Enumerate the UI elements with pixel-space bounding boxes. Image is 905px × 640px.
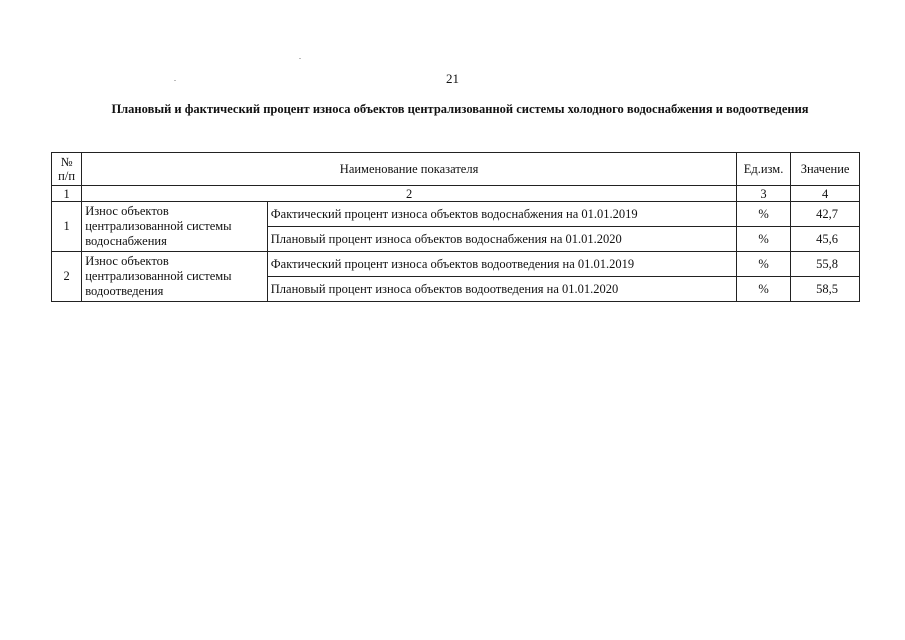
value-cell: 58,5 — [791, 277, 860, 302]
unit-cell: % — [736, 227, 790, 252]
header-value: Значение — [791, 153, 860, 186]
indicator-name: Плановый процент износа объектов водоснабжения на 01.01.2020 — [267, 227, 736, 252]
table-row — [52, 252, 860, 277]
header-unit: Ед.изм. — [736, 153, 790, 186]
column-index-row — [52, 186, 860, 202]
unit-cell: % — [736, 277, 790, 302]
scan-artifact-dot — [299, 58, 301, 59]
indicator-name: Фактический процент износа объектов водоснабжения на 01.01.2019 — [267, 202, 736, 227]
column-index-1: 1 — [52, 186, 82, 202]
value-cell: 55,8 — [791, 252, 860, 277]
wear-percentage-table — [51, 152, 860, 302]
value-cell: 45,6 — [791, 227, 860, 252]
header-indicator: Наименование показателя — [82, 153, 737, 186]
column-index-4: 4 — [791, 186, 860, 202]
table-header-row — [52, 153, 860, 186]
column-index-3: 3 — [736, 186, 790, 202]
header-num: № п/п — [52, 153, 82, 186]
group-name: Износ объектов централизованной системы водоснабжения — [82, 202, 268, 252]
table-row — [52, 202, 860, 227]
group-number: 1 — [52, 202, 82, 252]
group-name: Износ объектов централизованной системы водоотведения — [82, 252, 268, 302]
value-cell: 42,7 — [791, 202, 860, 227]
indicator-name: Плановый процент износа объектов водоотведения на 01.01.2020 — [267, 277, 736, 302]
group-number: 2 — [52, 252, 82, 302]
indicator-name: Фактический процент износа объектов водоотведения на 01.01.2019 — [267, 252, 736, 277]
unit-cell: % — [736, 202, 790, 227]
document-title: Плановый и фактический процент износа объектов централизованной системы холодного водоснабжения и водоотведения — [111, 102, 809, 116]
page-number: 21 — [446, 71, 459, 86]
column-index-2: 2 — [82, 186, 737, 202]
unit-cell: % — [736, 252, 790, 277]
